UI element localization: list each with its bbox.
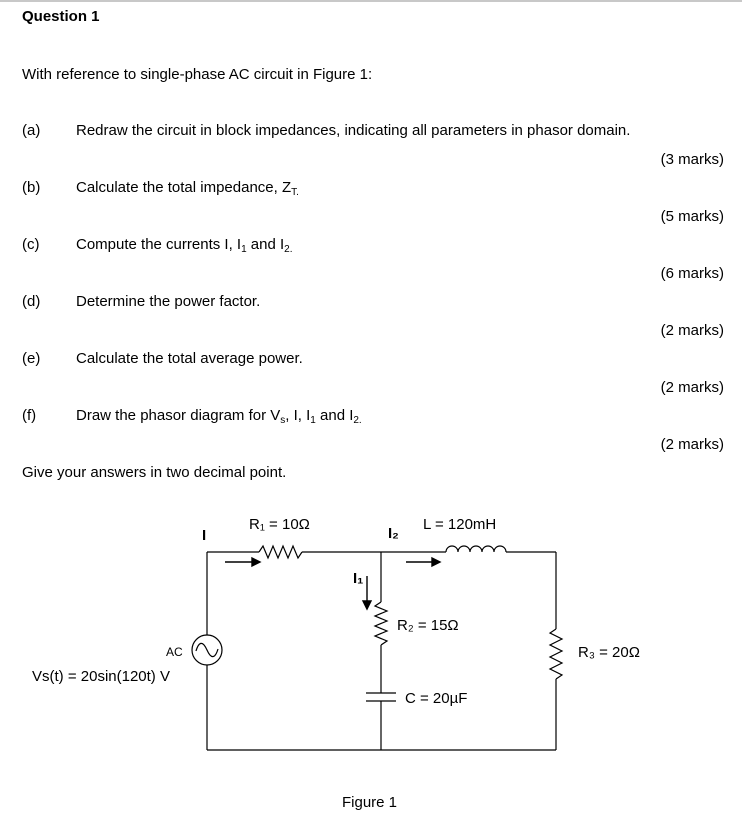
source-voltage-label: Vs(t) = 20sin(120t) V xyxy=(32,668,170,685)
top-rule xyxy=(0,0,742,2)
part-c-t1: Compute the currents I, I xyxy=(76,236,242,253)
part-e-marks: (2 marks) xyxy=(660,379,724,396)
ac-label: AC xyxy=(166,645,183,659)
part-f-s2: 1 xyxy=(310,415,316,426)
answer-note: Give your answers in two decimal point. xyxy=(22,464,287,481)
part-b-main: Calculate the total impedance, Z xyxy=(76,179,292,196)
part-d-marks: (2 marks) xyxy=(660,322,724,339)
part-c-s2: 2. xyxy=(284,244,293,255)
r1-resistor xyxy=(259,546,302,558)
part-f-label: (f) xyxy=(22,407,37,424)
current-i2-label: I₂ xyxy=(388,525,399,542)
question-intro: With reference to single-phase AC circuit in Figure 1: xyxy=(22,66,373,83)
r3-label: R₃ = 20Ω xyxy=(578,644,640,661)
part-f-s1: s xyxy=(280,415,286,426)
part-e-text: Calculate the total average power. xyxy=(76,350,303,367)
part-c-marks: (6 marks) xyxy=(660,265,724,282)
current-i1-label: I₁ xyxy=(353,570,364,587)
part-f-s3: 2. xyxy=(353,415,362,426)
part-f-t3: and I xyxy=(315,407,354,424)
part-e-label: (e) xyxy=(22,350,41,367)
current-i2-arrowhead xyxy=(432,558,440,566)
part-a-label: (a) xyxy=(22,122,41,139)
r3-resistor xyxy=(550,629,562,679)
part-f-t1: Draw the phasor diagram for V xyxy=(76,407,281,424)
part-a-marks: (3 marks) xyxy=(660,151,724,168)
part-b-text xyxy=(76,179,299,196)
part-f-marks: (2 marks) xyxy=(660,436,724,453)
r2-label: R₂ = 15Ω xyxy=(397,617,459,634)
question-title: Question 1 xyxy=(22,8,100,25)
inductor-label: L = 120mH xyxy=(423,516,497,533)
current-i1-arrowhead xyxy=(363,601,371,609)
current-i-arrowhead xyxy=(252,558,260,566)
part-c-t2: and I xyxy=(246,236,285,253)
current-i-label: I xyxy=(202,527,207,544)
circuit-diagram xyxy=(0,505,742,827)
part-f-text xyxy=(76,407,362,424)
inductor-l xyxy=(446,546,506,552)
part-c-text xyxy=(76,236,293,253)
figure-caption: Figure 1 xyxy=(342,794,398,811)
part-b-sub: T. xyxy=(291,187,299,198)
part-d-label: (d) xyxy=(22,293,41,310)
part-f-t2: , I, I xyxy=(285,407,311,424)
part-c-label: (c) xyxy=(22,236,40,253)
part-c-s1: 1 xyxy=(241,244,247,255)
capacitor-label: C = 20µF xyxy=(405,690,468,707)
r1-label: R₁ = 10Ω xyxy=(249,516,310,533)
r2-resistor xyxy=(375,602,387,645)
part-b-label: (b) xyxy=(22,179,41,196)
part-d-text: Determine the power factor. xyxy=(76,293,261,310)
part-a-text: Redraw the circuit in block impedances, indicating all parameters in phasor domain. xyxy=(76,122,631,139)
part-b-marks: (5 marks) xyxy=(660,208,724,225)
